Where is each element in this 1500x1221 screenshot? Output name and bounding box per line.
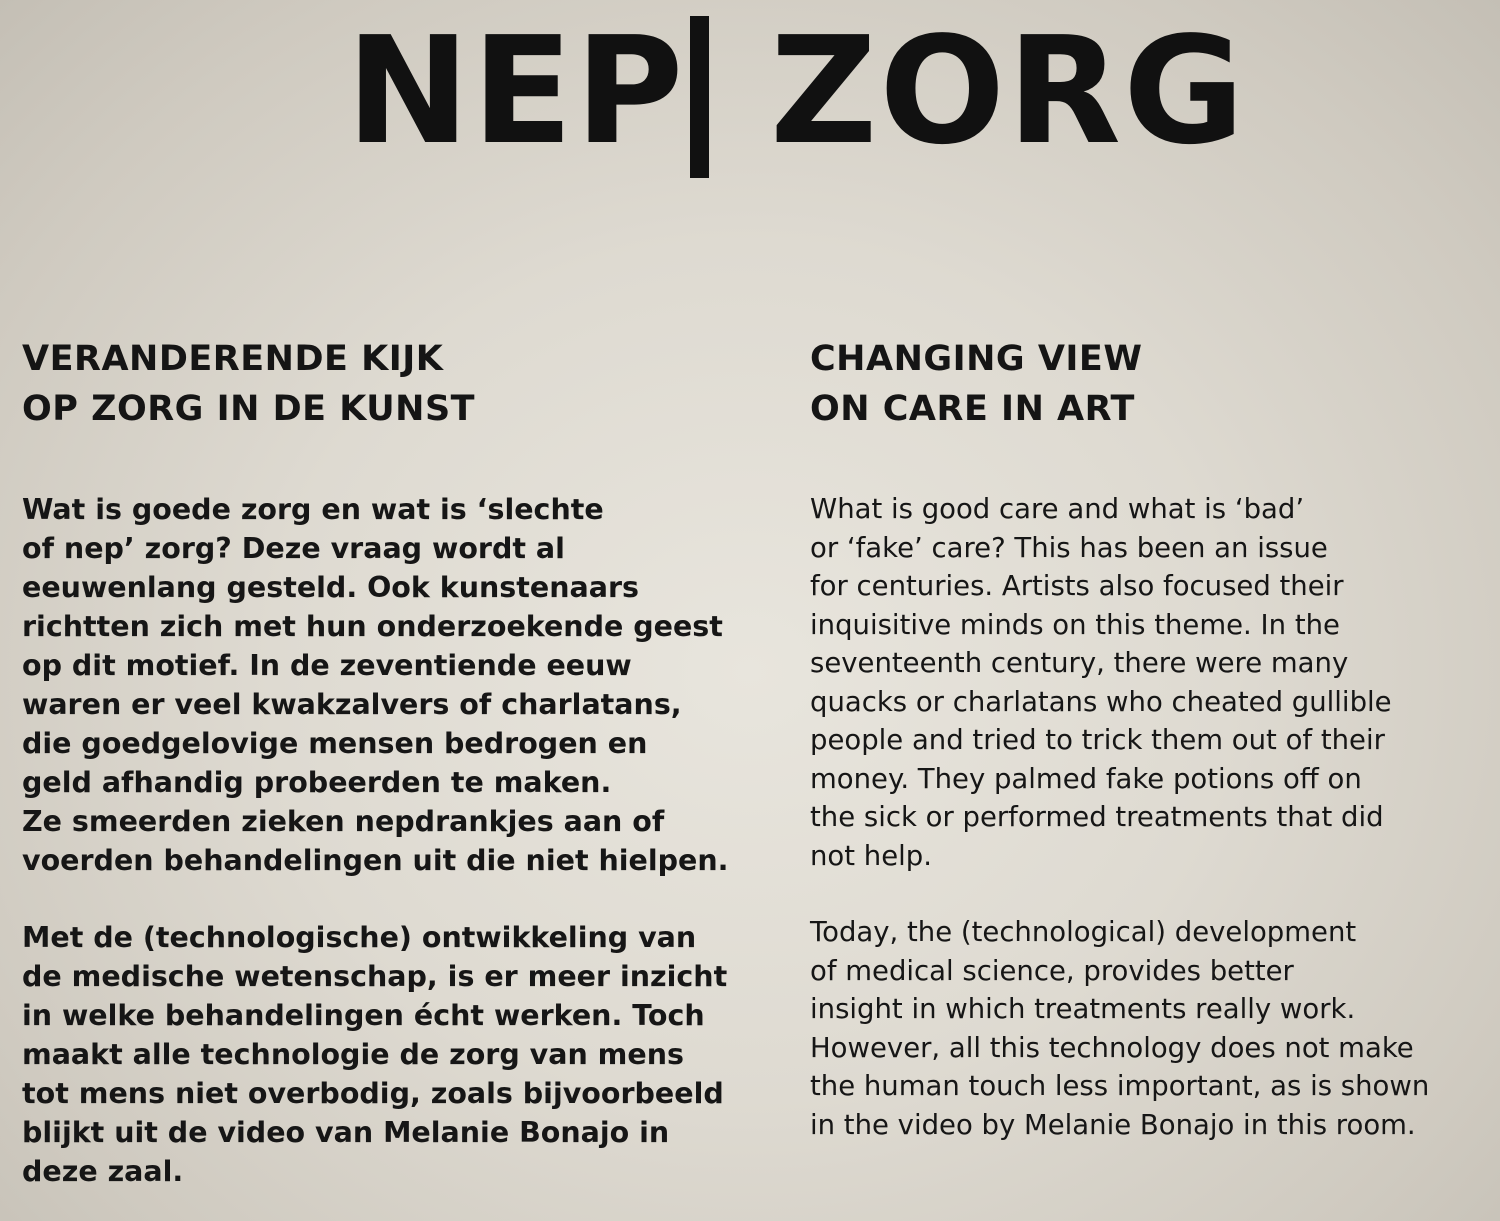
text-line: Wat is goede zorg en wat is ‘slechte [22,493,604,526]
text-line: of medical science, provides better [810,954,1294,987]
text-line: people and tried to trick them out of their [810,724,1385,756]
text-line: Ze smeerden zieken nepdrankjes aan of [22,805,665,838]
text-line: quacks or charlatans who cheated gullible [810,685,1392,718]
text-line: deze zaal. [22,1155,184,1188]
text-line: What is good care and what is ‘bad’ [810,493,1305,525]
text-line: insight in which treatments really work. [810,993,1356,1025]
title-word-zorg: ZORG [770,5,1247,177]
text-line: geld afhandig probeerden te maken. [22,766,612,799]
text-line: die goedgelovige mensen bedrogen en [22,727,648,760]
text-line: for centuries. Artists also focused their [810,570,1344,602]
text-line: Today, the (technological) development [810,916,1357,948]
text-line: the human touch less important, as is shown [810,1070,1430,1102]
heading-line: VERANDERENDE KIJK [22,339,444,379]
text-line: not help. [810,839,932,872]
text-line: eeuwenlang gesteld. Ook kunstenaars [22,571,639,604]
text-line: Met de (technologische) ontwikkeling van [22,921,697,954]
dutch-paragraph-1 [22,490,752,880]
text-line: maakt alle technologie de zorg van mens [22,1038,684,1071]
text-line: seventeenth century, there were many [810,647,1349,679]
text-line: the sick or performed treatments that did [810,801,1384,833]
english-column [810,334,1480,1144]
english-heading [810,334,1480,434]
text-line: voerden behandelingen uit die niet hielpen. [22,844,729,877]
heading-line: OP ZORG IN DE KUNST [22,389,476,429]
text-line: blijkt uit de video van Melanie Bonajo in [22,1116,670,1149]
text-line: inquisitive minds on this theme. In the [810,608,1340,641]
english-paragraph-2 [810,913,1480,1144]
english-paragraph-1 [810,490,1480,875]
text-line: However, all this technology does not make [810,1031,1414,1064]
text-line: of nep’ zorg? Deze vraag wordt al [22,532,565,565]
text-line: in the video by Melanie Bonajo in this room. [810,1108,1416,1141]
text-line: de medische wetenschap, is er meer inzicht [22,960,728,993]
exhibition-title [0,5,1500,178]
text-line: money. They palmed fake potions off on [810,762,1362,795]
text-line: tot mens niet overbodig, zoals bijvoorbeeld [22,1077,724,1110]
text-line: op dit motief. In de zeventiende eeuw [22,649,632,682]
heading-line: ON CARE IN ART [810,389,1135,429]
dutch-paragraph-2 [22,918,752,1191]
text-line: richtten zich met hun onderzoekende geest [22,610,723,643]
text-line: waren er veel kwakzalvers of charlatans, [22,688,682,721]
dutch-column [22,334,752,1191]
text-line: in welke behandelingen écht werken. Toch [22,999,705,1032]
title-word-nep: NEP [346,5,686,177]
heading-line: CHANGING VIEW [810,339,1143,379]
text-line: or ‘fake’ care? This has been an issue [810,531,1328,564]
dutch-heading [22,334,752,434]
title-divider [690,16,709,178]
